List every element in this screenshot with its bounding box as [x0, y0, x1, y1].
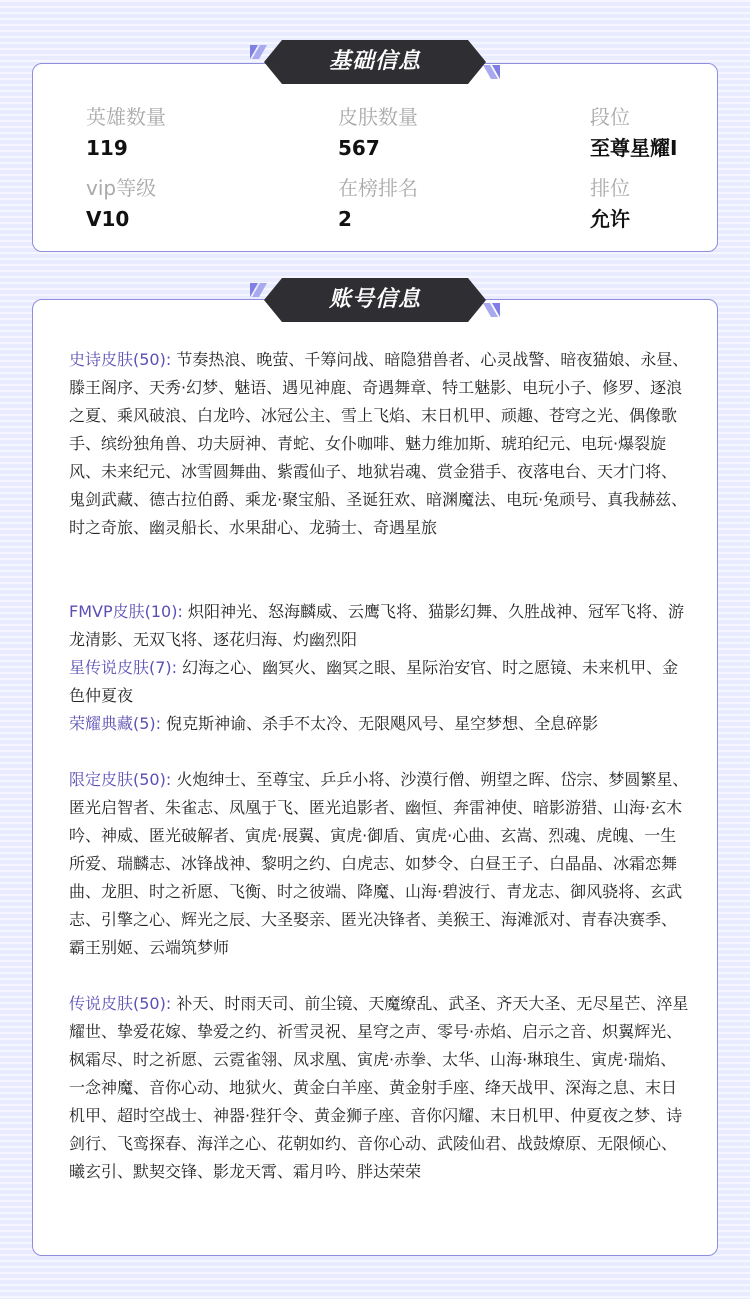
skin-category-items: 炽阳神光、怒海麟威、云鹰飞将、猫影幻舞、久胜战神、冠军飞将、游龙清影、无双飞将、逐花归海、灼幽烈阳	[69, 602, 684, 649]
leaderboard-rank-label: 在榜排名	[338, 176, 418, 200]
section-title: 账号信息	[328, 287, 421, 312]
vip-level-label: vip等级	[86, 176, 157, 200]
skin-category-title: 史诗皮肤(50):	[69, 350, 172, 369]
skin-category-items: 补天、时雨天司、前尘镜、天魔缭乱、武圣、齐天大圣、无尽星芒、淬星耀世、挚爱花嫁、挚爱之约、祈雪灵祝、星穹之声、零号·赤焰、启示之音、炽翼辉光、枫霜尽、时之祈愿、云霓雀翎、凤求凰、寅虎·赤拳、太华、山海·琳琅生、寅虎·瑞焰、一念神魔、音你心动、地狱火、黄金白羊座、黄金射手座、绛天战甲、深海之息、末日机甲、超时空战士、神器·狴犴令、黄金狮子座、音你闪耀、末日机甲、仲夏夜之梦、诗剑行、飞鸾探春、海洋之心、花朝如约、音你心动、武陵仙君、战鼓燎原、无限倾心、曦玄引、默契交锋、影龙天霄、霜月吟、胖达荣荣	[69, 994, 689, 1181]
ranked-allowed-value: 允许	[590, 207, 630, 231]
vip-level-value: V10	[86, 207, 130, 231]
skin-count-stat	[338, 104, 418, 161]
hero-count-value: 119	[86, 136, 128, 160]
hero-count-stat	[86, 104, 166, 161]
account-info-header	[248, 275, 502, 325]
rank-tier-stat	[590, 104, 677, 161]
rank-tier-label: 段位	[590, 105, 630, 129]
skin-category-limited	[69, 766, 689, 962]
ranked-allowed-stat	[590, 175, 630, 232]
skin-category-items: 节奏热浪、晚萤、千筹问战、暗隐猎兽者、心灵战警、暗夜猫娘、永昼、滕王阁序、天秀·幻梦、魅语、遇见神鹿、奇遇舞章、特工魅影、电玩小子、修罗、逐浪之夏、乘风破浪、白龙吟、冰冠公主、雪上飞焰、末日机甲、顽趣、苍穹之光、偶像歌手、缤纷独角兽、功夫厨神、青蛇、女仆咖啡、魅力维加斯、琥珀纪元、电玩·爆裂旋风、未来纪元、冰雪圆舞曲、紫霞仙子、地狱岩魂、赏金猎手、夜落电台、天才门将、鬼剑武藏、德古拉伯爵、乘龙·聚宝船、圣诞狂欢、暗渊魔法、电玩·兔顽号、真我赫兹、时之奇旅、幽灵船长、水果甜心、龙骑士、奇遇星旅	[69, 350, 689, 537]
leaderboard-rank-stat	[338, 175, 418, 232]
skin-category-epic	[69, 346, 689, 542]
skin-category-fmvp	[69, 598, 689, 654]
skin-category-title: 传说皮肤(50):	[69, 994, 172, 1013]
account-info-card	[32, 299, 718, 1256]
skin-category-title: 限定皮肤(50):	[69, 770, 172, 789]
skin-category-title: FMVP皮肤(10):	[69, 602, 183, 621]
skin-category-legend	[69, 990, 689, 1186]
basic-info-card	[32, 63, 718, 252]
skin-category-glory-collection	[69, 710, 689, 738]
skin-category-items: 火炮绅士、至尊宝、乒乒小将、沙漠行僧、朔望之晖、岱宗、梦圆繁星、匿光启智者、朱雀志、凤凰于飞、匿光追影者、幽恒、奔雷神使、暗影游猎、山海·玄木吟、神威、匿光破解者、寅虎·展翼、寅虎·御盾、寅虎·心曲、玄嵩、烈魂、虎魄、一生所爱、瑞麟志、冰锋战神、黎明之约、白虎志、如梦令、白昼王子、白晶晶、冰霜恋舞曲、龙胆、时之祈愿、飞衡、时之彼端、降魔、山海·碧波行、青龙志、御风骁将、玄武志、引擎之心、辉光之辰、大圣娶亲、匿光决锋者、美猴王、海滩派对、青春决赛季、霸王别姬、云端筑梦师	[69, 770, 689, 957]
hero-count-label: 英雄数量	[86, 105, 166, 129]
skin-category-items: 幻海之心、幽冥火、幽冥之眼、星际治安官、时之愿镜、未来机甲、金色仲夏夜	[69, 658, 679, 705]
leaderboard-rank-value: 2	[338, 207, 352, 231]
section-title: 基础信息	[328, 49, 421, 74]
skin-category-title: 荣耀典藏(5):	[69, 714, 162, 733]
skin-count-label: 皮肤数量	[338, 105, 418, 129]
ranked-allowed-label: 排位	[590, 176, 630, 200]
skin-count-value: 567	[338, 136, 380, 160]
basic-info-header	[248, 37, 502, 87]
rank-tier-value: 至尊星耀I	[590, 136, 678, 160]
vip-level-stat	[86, 175, 156, 232]
skin-category-title: 星传说皮肤(7):	[69, 658, 178, 677]
skin-category-star-legend	[69, 654, 689, 710]
skin-category-items: 倪克斯神谕、杀手不太冷、无限飓风号、星空梦想、全息碎影	[166, 714, 599, 733]
